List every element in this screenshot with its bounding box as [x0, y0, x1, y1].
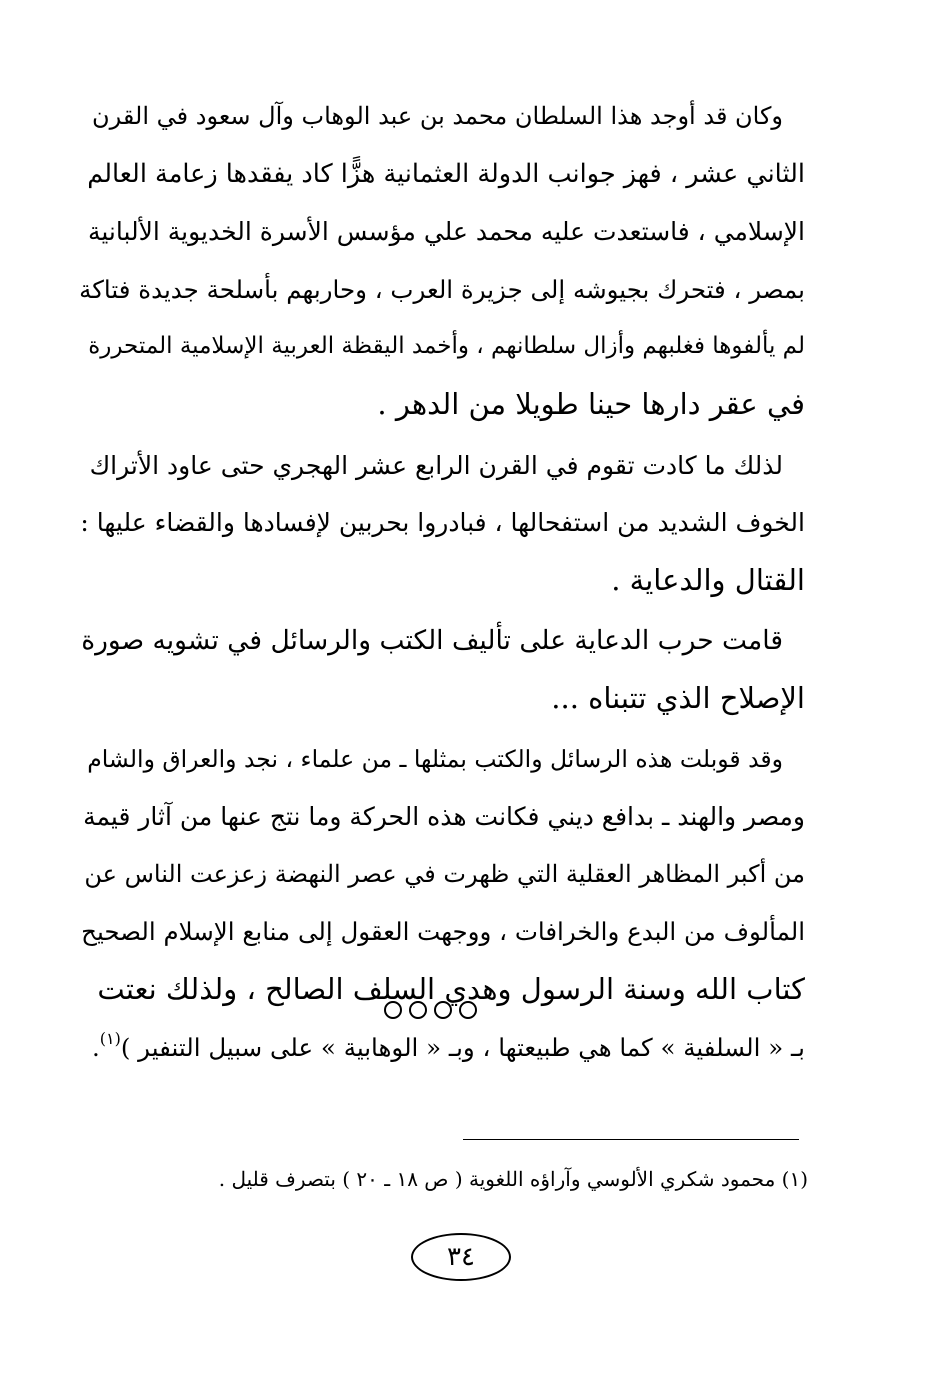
text-line: القتال والدعاية . [611, 562, 805, 597]
text-line: من أكبر المظاهر العقلية التي ظهرت في عصر النهضة زعزعت الناس عن [84, 859, 805, 888]
text-line: بمصر ، فتحرك بجيوشه إلى جزيرة العرب ، وحاربهم بأسلحة جديدة فتاكة [79, 274, 805, 304]
paragraph-2 [80, 437, 805, 610]
footnote: (١) محمود شكري الألوسي وآراؤه اللغوية ( ص ١٨ ـ ٢٠ ) بتصرف قليل . [218, 1167, 808, 1191]
circle-ornament-icon [409, 1001, 427, 1019]
paragraph-1 [80, 88, 805, 434]
page-number-text: ٣٤ [447, 1242, 475, 1272]
footnote-reference[interactable]: (١) [99, 1028, 121, 1048]
circle-ornament-icon [434, 1001, 452, 1019]
last-line-text: بـ « السلفية » كما هي طبيعتها ، وبـ « الوهابية » على سبيل التنفير ) [120, 1032, 805, 1062]
text-line: لذلك ما كادت تقوم في القرن الرابع عشر الهجري حتى عاود الأتراك [89, 450, 783, 480]
text-line: الإسلامي ، فاستعدت عليه محمد علي مؤسس الأسرة الخديوية الألبانية [87, 217, 805, 247]
page-number [411, 1233, 511, 1281]
page-body [80, 88, 805, 1076]
text-line: الثاني عشر ، فهز جوانب الدولة العثمانية هزًّا كاد يفقدها زعامة العالم [87, 158, 805, 189]
section-divider [384, 1001, 477, 1019]
text-line: كتاب الله وسنة الرسول وهدي السلف الصالح ، ولذلك نعتت [97, 971, 805, 1006]
text-line: المألوف من البدع والخرافات ، ووجهت العقول إلى منابع الإسلام الصحيح [81, 917, 805, 947]
paragraph-3 [80, 612, 805, 727]
text-line: الخوف الشديد من استفحالها ، فبادروا بحربين لإفسادها والقضاء عليها : [80, 508, 805, 538]
text-line: وكان قد أوجد هذا السلطان محمد بن عبد الوهاب وآل سعود في القرن [92, 102, 783, 130]
text-line-last [80, 1019, 805, 1077]
text-line: لم يألفوها فغلبهم وأزال سلطانهم ، وأخمد اليقظة العربية الإسلامية المتحررة [88, 333, 805, 360]
text-line: وقد قوبلت هذه الرسائل والكتب بمثلها ـ من علماء ، نجد والعراق والشام [87, 744, 783, 773]
circle-ornament-icon [384, 1001, 402, 1019]
last-line-end: . [91, 1032, 100, 1062]
text-line: في عقر دارها حينا طويلا من الدهر . [377, 386, 805, 421]
paragraph-4 [80, 731, 805, 1077]
text-line: قامت حرب الدعاية على تأليف الكتب والرسائل في تشويه صورة [81, 625, 783, 657]
text-line: الإصلاح الذي تتبناه ... [551, 680, 805, 715]
text-line: ومصر والهند ـ بدافع ديني فكانت هذه الحركة وما نتج عنها من آثار قيمة [83, 802, 805, 832]
footnote-separator [463, 1139, 799, 1140]
circle-ornament-icon [459, 1001, 477, 1019]
